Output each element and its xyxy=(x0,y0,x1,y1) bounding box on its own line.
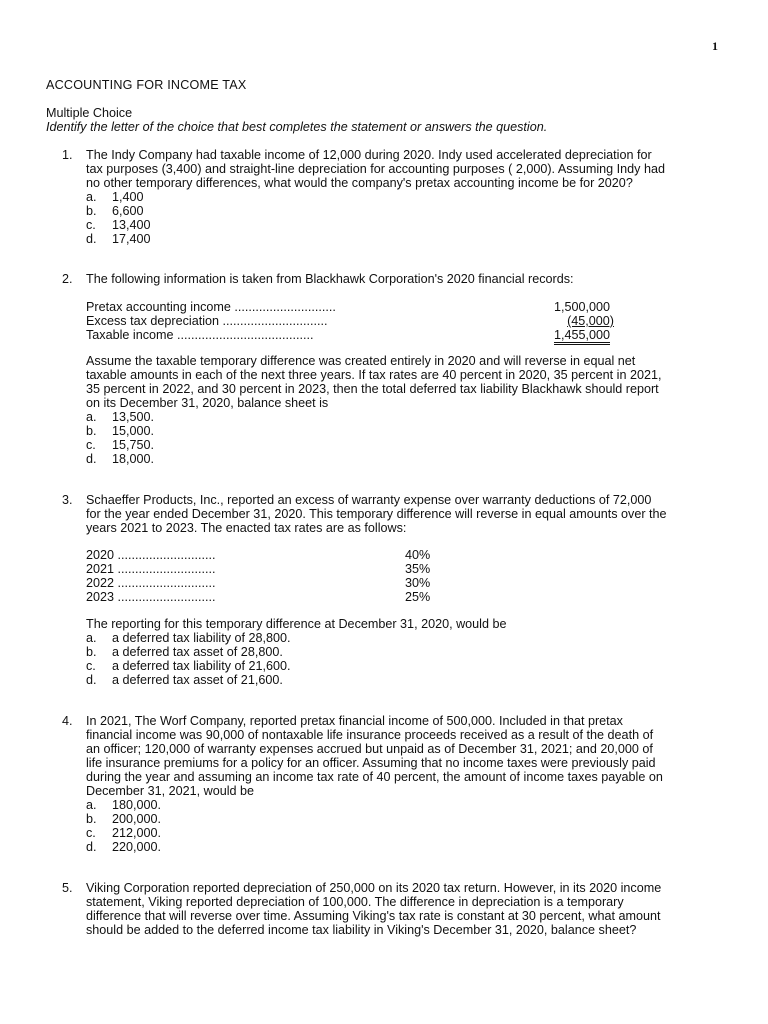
question-text-line: should be added to the deferred income tax liability in Viking's December 31, 2020, balance sheet? xyxy=(86,923,637,937)
choice-b xyxy=(86,425,154,439)
question-text-line: In 2021, The Worf Company, reported pretax financial income of 500,000. Included in that pretax xyxy=(86,714,623,728)
question-number: 5. xyxy=(62,881,73,895)
choice-text: a deferred tax asset of 28,800. xyxy=(112,645,283,659)
question-text-line: years 2021 to 2023. The enacted tax rates are as follows: xyxy=(86,521,407,535)
section-heading: Multiple Choice xyxy=(46,106,133,120)
table-row-value xyxy=(486,329,610,343)
rate-value: 30% xyxy=(405,576,431,590)
choice-letter: b. xyxy=(86,204,97,218)
choice-b xyxy=(86,205,144,219)
choice-letter: a. xyxy=(86,631,97,645)
question-text-line: 35 percent in 2022, and 30 percent in 2023, then the total deferred tax liability Blackhawk should report xyxy=(86,382,659,396)
page-number: 1 xyxy=(712,39,718,53)
choice-d xyxy=(86,841,161,855)
question-text-line: financial income was 90,000 of nontaxable life insurance proceeds received as a result of the death of xyxy=(86,728,654,742)
question-text-line: Viking Corporation reported depreciation of 250,000 on its 2020 tax return. However, in its 2020 income xyxy=(86,881,662,895)
question-text-line: on its December 31, 2020, balance sheet is xyxy=(86,396,329,410)
question-text-line: no other temporary differences, what would the company's pretax accounting income be for 2020? xyxy=(86,176,633,190)
question-text-line: tax purposes (3,400) and straight-line depreciation for accounting purposes ( 2,000). Assuming Indy had xyxy=(86,162,665,176)
choice-text: 180,000. xyxy=(112,798,162,812)
choice-letter: b. xyxy=(86,645,97,659)
choice-text: a deferred tax liability of 21,600. xyxy=(112,659,291,673)
choice-b xyxy=(86,813,161,827)
question-text-line: for the year ended December 31, 2020. This temporary difference will reverse in equal amounts over the xyxy=(86,507,667,521)
question-number: 2. xyxy=(62,272,73,286)
choice-d xyxy=(86,233,151,247)
choice-text: 17,400 xyxy=(112,232,151,246)
choice-a xyxy=(86,191,144,205)
double-underlined-total: 1,455,000 xyxy=(554,328,610,345)
choice-text: 6,600 xyxy=(112,204,144,218)
rate-value: 35% xyxy=(405,562,431,576)
rate-year: 2023 ............................ xyxy=(86,590,216,604)
choice-c xyxy=(86,660,291,674)
page-title: ACCOUNTING FOR INCOME TAX xyxy=(46,78,247,92)
question-text-line: statement, Viking reported depreciation of 100,000. The difference in depreciation is a temporary xyxy=(86,895,624,909)
choice-d xyxy=(86,453,154,467)
choice-text: 220,000. xyxy=(112,840,162,854)
rate-value: 25% xyxy=(405,590,431,604)
choice-c xyxy=(86,219,151,233)
rate-year: 2022 ............................ xyxy=(86,576,216,590)
question-number: 3. xyxy=(62,493,73,507)
choice-letter: a. xyxy=(86,410,97,424)
question-text-line: The reporting for this temporary difference at December 31, 2020, would be xyxy=(86,617,507,631)
question-text-line: during the year and assuming an income tax rate of 40 percent, the amount of income taxes payable on xyxy=(86,770,663,784)
choice-letter: d. xyxy=(86,673,97,687)
choice-letter: d. xyxy=(86,232,97,246)
question-text-line: an officer; 120,000 of warranty expenses accrued but unpaid as of December 31, 2021; and 20,000 of xyxy=(86,742,653,756)
choice-a xyxy=(86,632,291,646)
choice-text: 200,000. xyxy=(112,812,162,826)
rate-year: 2021 ............................ xyxy=(86,562,216,576)
table-row-label: Taxable income ....................................... xyxy=(86,328,314,342)
choice-d xyxy=(86,674,283,688)
question-text-line: December 31, 2021, would be xyxy=(86,784,255,798)
choice-b xyxy=(86,646,283,660)
choice-letter: b. xyxy=(86,812,97,826)
table-row-label: Excess tax depreciation .............................. xyxy=(86,314,328,328)
choice-text: a deferred tax asset of 21,600. xyxy=(112,673,283,687)
choice-text: 212,000. xyxy=(112,826,162,840)
choice-text: 18,000. xyxy=(112,452,155,466)
table-row-value: 1,500,000 xyxy=(553,300,610,314)
choice-text: 1,400 xyxy=(112,190,144,204)
choice-c xyxy=(86,439,154,453)
table-row-value: (45,000) xyxy=(567,314,614,328)
choice-letter: c. xyxy=(86,438,96,452)
choice-letter: c. xyxy=(86,659,96,673)
question-number: 1. xyxy=(62,148,73,162)
choice-letter: d. xyxy=(86,452,97,466)
question-text-line: Assume the taxable temporary difference was created entirely in 2020 and will reverse in equal net xyxy=(86,354,636,368)
question-number: 4. xyxy=(62,714,73,728)
choice-text: 13,500. xyxy=(112,410,155,424)
instructions: Identify the letter of the choice that best completes the statement or answers the question. xyxy=(46,120,548,134)
question-text-line: taxable amounts in each of the next three years. If tax rates are 40 percent in 2020, 35 percent in 2021, xyxy=(86,368,662,382)
table-row-label: Pretax accounting income ............................. xyxy=(86,300,336,314)
question-text-line: The Indy Company had taxable income of 12,000 during 2020. Indy used accelerated depreciation for xyxy=(86,148,652,162)
choice-letter: c. xyxy=(86,826,96,840)
question-text-line: difference that will reverse over time. Assuming Viking's tax rate is constant at 30 percent, what amount xyxy=(86,909,661,923)
question-text-line: life insurance premiums for a policy for an officer. Assuming that no income taxes were previously paid xyxy=(86,756,656,770)
rate-value: 40% xyxy=(405,548,431,562)
choice-letter: c. xyxy=(86,218,96,232)
choice-letter: a. xyxy=(86,798,97,812)
choice-text: 13,400 xyxy=(112,218,151,232)
choice-letter: b. xyxy=(86,424,97,438)
choice-letter: a. xyxy=(86,190,97,204)
choice-a xyxy=(86,799,161,813)
choice-text: 15,750. xyxy=(112,438,155,452)
choice-a xyxy=(86,411,154,425)
question-text-line: Schaeffer Products, Inc., reported an excess of warranty expense over warranty deductions of 72,000 xyxy=(86,493,652,507)
choice-c xyxy=(86,827,161,841)
choice-text: 15,000. xyxy=(112,424,155,438)
choice-text: a deferred tax liability of 28,800. xyxy=(112,631,291,645)
choice-letter: d. xyxy=(86,840,97,854)
rate-year: 2020 ............................ xyxy=(86,548,216,562)
question-intro: The following information is taken from Blackhawk Corporation's 2020 financial records: xyxy=(86,272,574,286)
